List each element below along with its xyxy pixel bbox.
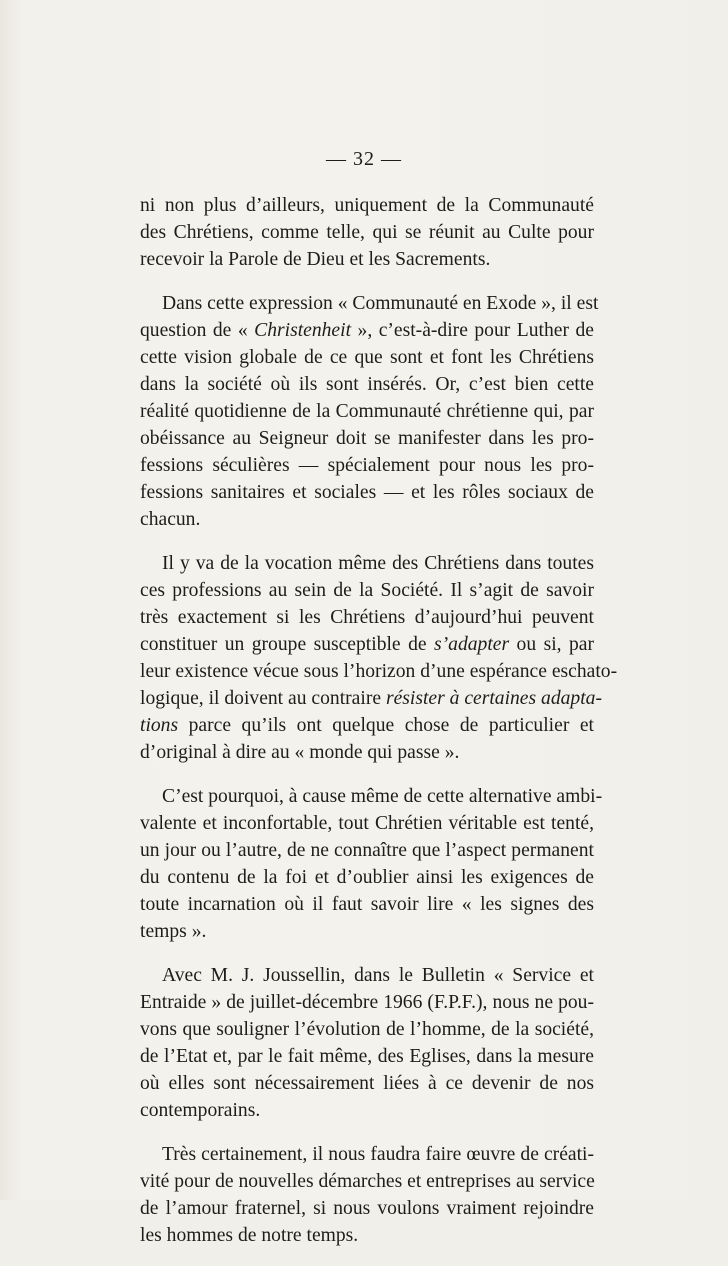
text-segment: leur existence vécue sous l’horizon d’une espérance eschato- [140,661,618,682]
text-line [140,1141,594,1168]
text-line [140,506,594,533]
text-line [140,918,594,945]
text-line [140,246,594,273]
text-line [140,891,594,918]
text-segment: C’est pourquoi, à cause même de cette alternative ambi- [162,786,603,807]
text-segment: recevoir la Parole de Dieu et les Sacrements. [140,249,491,270]
text-segment: très exactement si les Chrétiens d’aujourd’hui peuvent [140,607,594,628]
text-line [140,398,594,425]
text-segment: question de « [140,320,255,341]
text-segment: chacun. [140,509,201,530]
text-line [140,837,594,864]
paragraph [140,550,618,766]
text-segment: obéissance au Seigneur doit se manifester dans les pro- [140,428,594,449]
text-line [140,631,594,658]
text-segment: ou si, par [509,634,594,655]
text-line [140,783,603,810]
paragraph [140,192,594,273]
text-line [140,712,594,739]
text-line [140,1168,594,1195]
text-segment: parce qu’ils ont quelque chose de particulier et [178,715,594,736]
text-line [140,1070,594,1097]
paragraph [140,783,603,945]
text-line [140,371,594,398]
text-line [140,1097,594,1124]
italic-text: résister à certaines adapta- [385,688,602,709]
text-segment: où elles sont nécessairement liées à ce devenir de nos [140,1073,594,1094]
text-segment: du contenu de la foi et d’oublier ainsi les exigences de [140,867,594,888]
text-line [140,1222,594,1249]
text-line [140,685,602,712]
text-segment: ces professions au sein de la Société. Il s’agit de savoir [140,580,594,601]
page-number: — 32 — [326,148,402,170]
text-segment: un jour ou l’autre, de ne connaître que l’aspect permanent [140,840,594,861]
text-segment: des Chrétiens, comme telle, qui se réunit au Culte pour [140,222,594,243]
text-line [140,1195,594,1222]
text-segment: Avec M. J. Joussellin, dans le Bulletin « Service et [162,965,594,986]
text-segment: de l’amour fraternel, si nous voulons vraiment rejoindre [140,1198,594,1219]
text-segment: Il y va de la vocation même des Chrétiens dans toutes [162,553,594,574]
text-segment: », c’est-à-dire pour Luther de [351,320,594,341]
text-segment: vons que souligner l’évolution de l’homme, de la société, [140,1019,594,1040]
text-line [140,425,594,452]
text-segment: temps ». [140,921,207,942]
paragraph [140,290,599,533]
text-line [140,219,594,246]
text-line [140,344,594,371]
text-segment: toute incarnation où il faut savoir lire « les signes des [140,894,594,915]
text-line [140,192,594,219]
text-segment: cette vision globale de ce que sont et font les Chrétiens [140,347,594,368]
text-segment: réalité quotidienne de la Communauté chrétienne qui, par [140,401,594,422]
text-segment: de l’Etat et, par le fait même, des Eglises, dans la mesure [140,1046,594,1067]
italic-text: tions [140,715,179,736]
text-line [140,810,594,837]
text-segment: les hommes de notre temps. [140,1225,359,1246]
paragraph [140,962,594,1124]
text-line [140,739,594,766]
text-segment: fessions sanitaires et sociales — et les rôles sociaux de [140,482,594,503]
italic-text: s’adapter [434,634,510,655]
text-line [140,604,594,631]
text-segment: Entraide » de juillet-décembre 1966 (F.P.F.), nous ne pou- [140,992,594,1013]
text-line [140,317,594,344]
italic-text: Christenheit [254,320,352,341]
text-segment: logique, il doivent au contraire [140,688,386,709]
text-segment: valente et inconfortable, tout Chrétien véritable est tenté, [140,813,594,834]
text-line [140,1043,594,1070]
text-line [140,658,618,685]
text-line [140,962,594,989]
text-line [140,577,594,604]
text-segment: d’original à dire au « monde qui passe ». [140,742,460,763]
text-segment: vité pour de nouvelles démarches et entreprises au service [140,1171,595,1192]
text-segment: constituer un groupe susceptible de [140,634,434,655]
text-line [140,290,599,317]
text-line [140,864,594,891]
text-segment: Dans cette expression « Communauté en Exode », il est [162,293,599,314]
text-line [140,550,594,577]
body-text [140,192,618,1266]
text-segment: contemporains. [140,1100,261,1121]
text-line [140,1016,594,1043]
text-segment: ni non plus d’ailleurs, uniquement de la Communauté [140,195,594,216]
text-line [140,479,594,506]
text-segment: dans la société où ils sont insérés. Or, c’est bien cette [140,374,594,395]
text-segment: Très certainement, il nous faudra faire œuvre de créati- [162,1144,594,1165]
text-line [140,989,594,1016]
text-line [140,452,594,479]
paragraph [140,1141,594,1249]
text-segment: fessions séculières — spécialement pour nous les pro- [140,455,594,476]
